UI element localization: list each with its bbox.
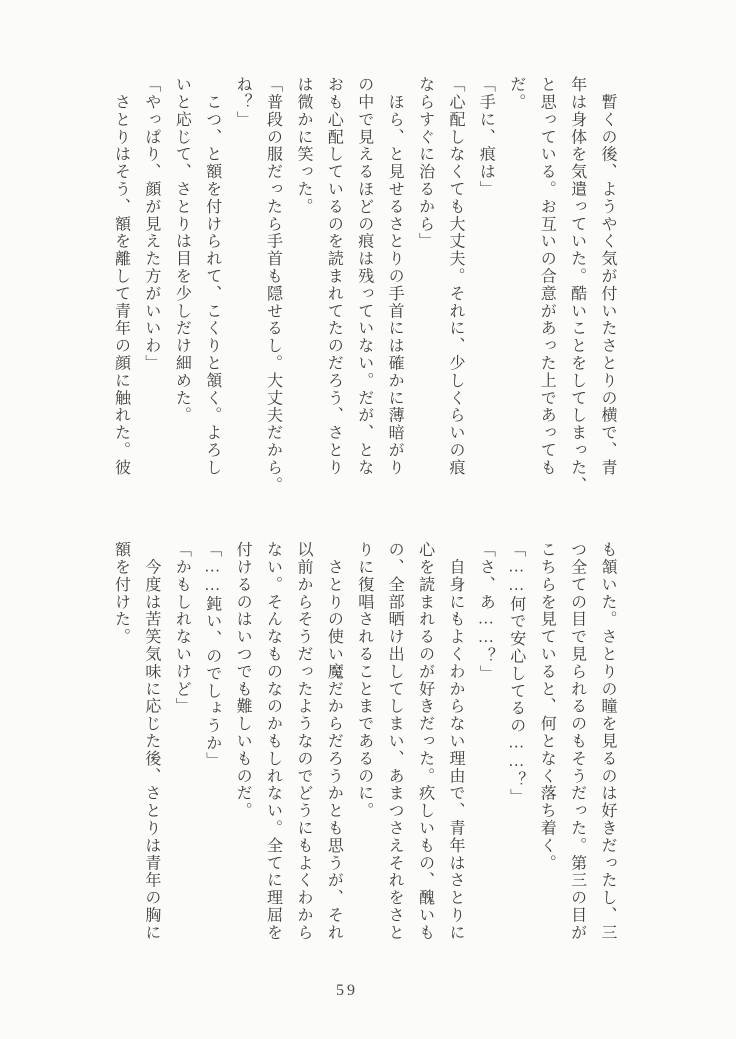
text-line: の、全部晒け出してしまい、あまつさえそれをさと xyxy=(386,541,404,942)
page-number: 59 xyxy=(336,982,358,999)
text-line: おも心配しているのを読まれてたのだろう、さとり xyxy=(325,76,343,477)
text-line: つ全ての目で見られるのもそうだった。第三の目が xyxy=(568,541,586,942)
text-line: と思っている。お互いの合意があった上であっても xyxy=(538,76,556,477)
text-line: 「……鈍い、のでしょうか」 xyxy=(203,541,221,770)
text-line: 今度は苦笑気味に応じた後、さとりは青年の胸に xyxy=(142,541,160,942)
text-line: 「やっぱり、顔が見えた方がいいわ」 xyxy=(142,76,160,372)
text-line: 「さ、あ……？」 xyxy=(477,541,495,683)
text-line: も頷いた。さとりの瞳を見るのは好きだったし、三 xyxy=(599,541,616,942)
bottom-text-block xyxy=(105,541,622,981)
text-line: 「普段の服だったら手首も隠せるし。大丈夫だから。 xyxy=(264,76,282,494)
text-line: 以前からそうだったようなのでどうにもよくわから xyxy=(294,541,312,942)
text-line: 「心配しなくても大丈夫。それに、少しくらいの痕 xyxy=(446,76,464,477)
text-line: 心を読まれるのが好きだった。疚しいもの、醜いも xyxy=(416,541,434,942)
text-line: りに復唱されることまであるのに。 xyxy=(355,541,373,820)
text-line: ない。そんなものなのかもしれない。全てに理屈を xyxy=(264,541,282,942)
text-line: 「手に、痕は」 xyxy=(477,76,495,198)
text-line: いと応じて、さとりは目を少しだけ細めた。 xyxy=(173,76,191,424)
text-line: 自身にもよくわからない理由で、青年はさとりに xyxy=(446,541,464,942)
text-line: だ。 xyxy=(507,76,525,111)
text-line: さとりはそう、額を離して青年の顔に触れた。彼 xyxy=(112,76,130,477)
text-line: は微かに笑った。 xyxy=(294,76,312,216)
text-line: 「……何で安心してるの……？」 xyxy=(507,541,525,806)
text-line: 年は身体を気遣っていた。酷いことをしてしまった、 xyxy=(568,76,586,494)
text-line: こつ、と額を付けられて、こくりと頷く。よろし xyxy=(203,76,221,477)
text-line: ね？」 xyxy=(234,76,252,129)
text-line: ならすぐに治るから」 xyxy=(416,76,434,250)
text-line: 暫くの後、ようやく気が付いたさとりの横で、青 xyxy=(599,76,616,477)
text-line: こちらを見ていると、何となく落ち着く。 xyxy=(538,541,556,872)
text-line: 「かもしれないけど」 xyxy=(173,541,191,715)
top-text-block xyxy=(105,76,622,516)
text-line: 付けるのはいつでも難しいものだ。 xyxy=(234,541,252,820)
text-line: 額を付けた。 xyxy=(112,541,130,646)
text-line: ほら、と見せるさとりの手首には確かに薄暗がり xyxy=(386,76,404,477)
text-line: さとりの使い魔だからだろうかとも思うが、それ xyxy=(325,541,343,942)
text-line: の中で見えるほどの痕は残っていない。だが、とな xyxy=(355,76,373,477)
